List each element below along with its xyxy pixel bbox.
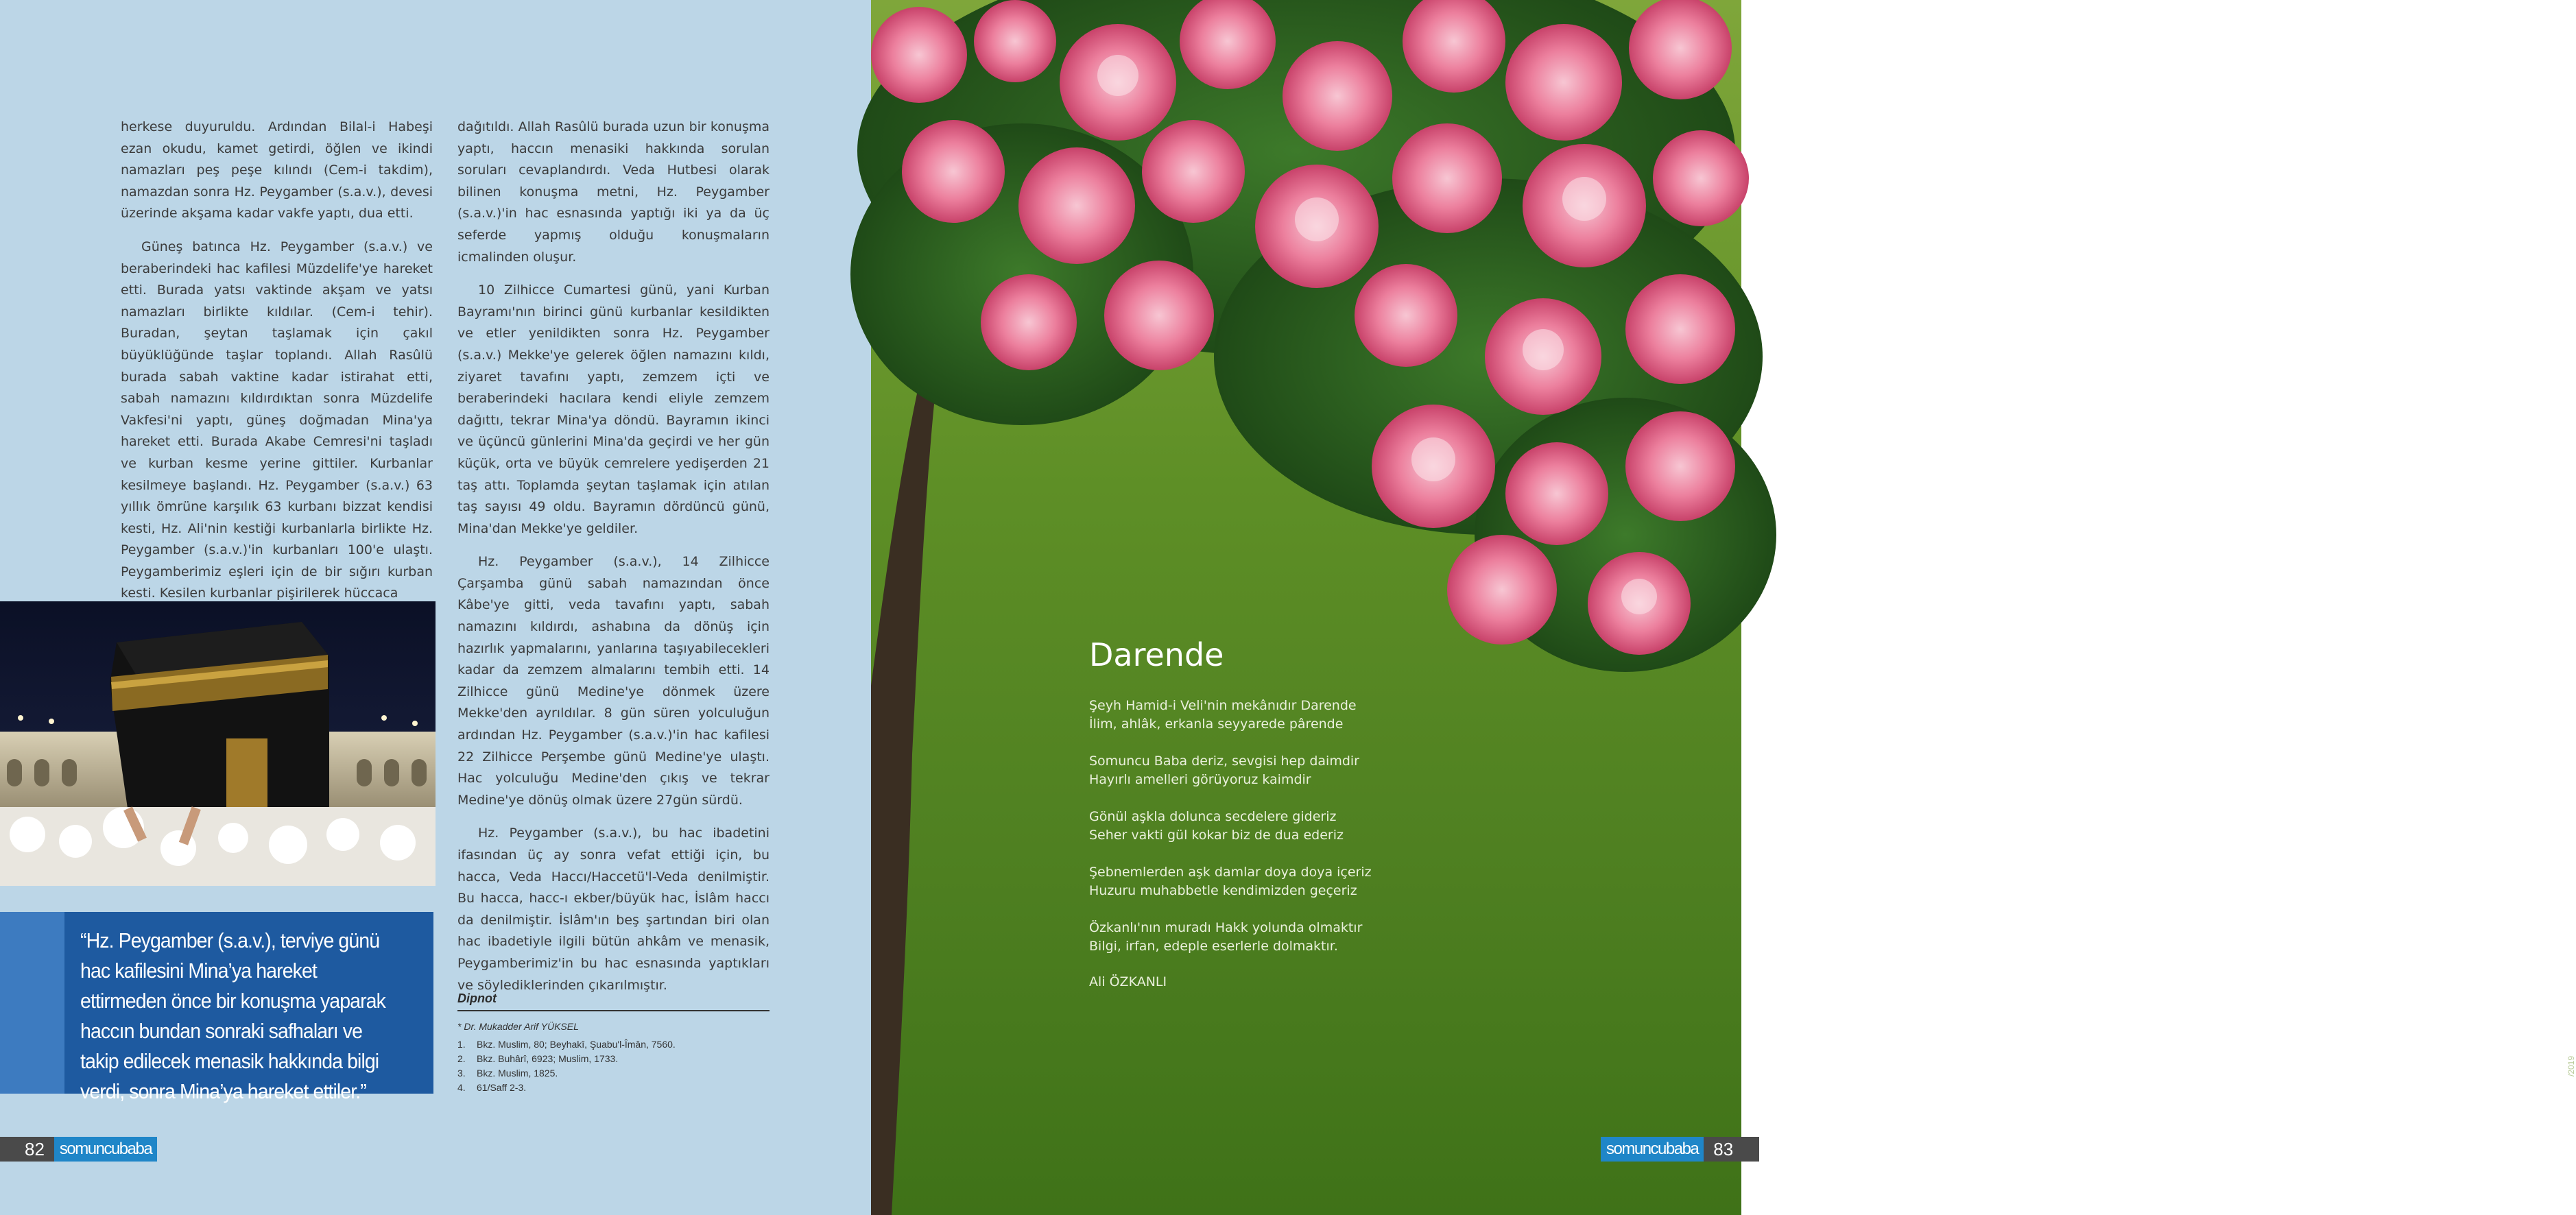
left-page bbox=[0, 0, 871, 1215]
rose-bush-photo bbox=[871, 0, 1741, 1215]
poem-line: Hayırlı amelleri görüyoruz kaimdir bbox=[1089, 772, 1311, 787]
poem-author: Ali ÖZKANLI bbox=[1089, 974, 1167, 989]
poem-stanza bbox=[1089, 919, 1446, 956]
pull-quote-text: “Hz. Peygamber (s.a.v.), terviye günü hac kafilesini Mina’ya hareket ettirmeden önce bir konuşma yaparak haccın bundan sonraki safhaları ve takip edilecek menasik hakkında bilgi verdi, sonra Mina’ya hareket ettiler.” bbox=[80, 928, 385, 1103]
poem-line: Şebnemlerden aşk damlar doya doya içeriz bbox=[1089, 865, 1372, 880]
paragraph: 10 Zilhicce Cumartesi günü, yani Kurban Bayramı'nın birinci günü kurbanlar kesildikten ve etler yenildikten sonra Hz. Peygamber (s.a.v.) Mekke'ye gelerek öğlen namazını kıldı, ziyaret tavafını yaptı, zemzem içti ve beraberindeki hacılara kendi eliyle zemzem dağıttı, tekrar Mina'ya döndü. Bayramın ikinci ve üçüncü günlerini Mina'da geçirdi ve her gün küçük, orta ve büyük cemrelere yedişerden 21 taş attı. Toplamda şeytan taşlamak için atılan taş sayısı 49 oldu. Bayramın dördüncü günü, Mina'dan Mekke'ye geldiler. bbox=[457, 282, 770, 536]
page-folio-right bbox=[1601, 1137, 1759, 1162]
poem-stanza bbox=[1089, 808, 1446, 845]
page-number: 83 bbox=[1704, 1137, 1759, 1162]
footnote: 2. Bkz. Buhârî, 6923; Muslim, 1733. bbox=[457, 1053, 619, 1064]
poem-line: Özkanlı'nın muradı Hakk yolunda olmaktır bbox=[1089, 920, 1363, 935]
page-folio-left bbox=[0, 1137, 157, 1162]
poem-line: Gönül aşkla dolunca secdelere gideriz bbox=[1089, 809, 1337, 824]
quote-accent-strip bbox=[0, 912, 64, 1094]
poem-line: İlim, ahlâk, erkanla seyyarede pârende bbox=[1089, 717, 1344, 732]
poem-line: Somuncu Baba deriz, sevgisi hep daimdir bbox=[1089, 754, 1359, 769]
paragraph: Hz. Peygamber (s.a.v.), bu hac ibadetini ifasından üç ay sonra vefat ettiği için, bu hacca, Veda Haccı/Haccetü'l-Veda denilmiştir. Bu hacca, hacc-ı ekber/büyük hac, İslâm haccı da denilmiştir. İslâm'ın beş şartından biri olan hac ibadetiyle ilgili bütün ahkâm ve menasik, Peygamberimiz'in bu hac esnasında yaptıkları ve söylediklerinden çıkarılmıştır. bbox=[457, 826, 770, 993]
poem-line: Bilgi, irfan, edeple eserlerle dolmaktır. bbox=[1089, 939, 1338, 954]
poem-line: Şeyh Hamid-i Veli'nin mekânıdır Darende bbox=[1089, 698, 1357, 713]
paragraph: herkese duyuruldu. Ardından Bilal-i Habeşi ezan okudu, kamet getirdi, öğlen ve ikindi namazları peş peşe kılındı (Cem-i takdim), namazdan sonra Hz. Peygamber (s.a.v.), devesi üzerinde akşama kadar vakfe yaptı, dua etti. bbox=[121, 119, 433, 221]
issue-label: /2019 bbox=[2566, 1055, 2576, 1076]
poem-stanza bbox=[1089, 697, 1446, 734]
paragraph: Güneş batınca Hz. Peygamber (s.a.v.) ve beraberindeki hac kafilesi Müzdelife'ye hareket etti. Burada yatsı vaktinde akşam ve yatsı namazları birlikte kıldılar. (Cem-i tehir). Buradan, şeytan taşlamak için çakıl büyüklüğünde taşlar toplandı. Allah Rasûlü burada sabah vaktine kadar istirahat etti, sabah namazını kıldırdıktan sonra Müzdelife Vakfesi'ni yaptı, güneş doğmadan Mina'ya hareket etti. Burada Akabe Cemresi'ni taşladı ve kurban kesme yerine gittiler. Kurbanlar kesilmeye başlandı. Hz. Peygamber (s.a.v.) 63 yıllık ömrüne karşılık 63 kurbanı bizzat kendisi kesti, Hz. Ali'nin kestiği kurbanlarla birlikte Hz. Peygamber (s.a.v.)'in kurbanları 100'e ulaştı. Peygamberimiz eşleri için de bir sığırı kurban kesti. Kesilen kurbanlar pişirilerek hüccaca bbox=[121, 239, 433, 601]
footnotes-section bbox=[457, 991, 770, 1095]
poem-line: Huzuru muhabbetle kendimizden geçeriz bbox=[1089, 883, 1357, 898]
page-number: 82 bbox=[0, 1137, 54, 1162]
poem-stanza bbox=[1089, 752, 1446, 789]
paragraph: Hz. Peygamber (s.a.v.), 14 Zilhicce Çarşamba günü sabah namazından önce Kâbe'ye gitti, veda tavafını yaptı, sabah namazını kıldırdı, ashabına da dönüş için hazırlık yapmalarını, yanlarına taşıyabilecekleri kadar da zemzem almalarını tembih etti. 14 Zilhicce günü Medine'ye dönmek üzere Mekke'den ayrıldılar. 8 gün süren yolculuğun ardından Hz. Peygamber (s.a.v.)'in hac kafilesi 22 Zilhicce Perşembe günü Medine'ye ulaştı. Hac yolculuğu Medine'den çıkış ve tekrar Medine'ye dönüş olmak üzere 27gün sürdü. bbox=[457, 554, 770, 808]
text-column-2 bbox=[457, 117, 770, 1008]
footnotes-title: Dipnot bbox=[457, 991, 770, 1011]
footnotes-author: * Dr. Mukadder Arif YÜKSEL bbox=[457, 1021, 579, 1032]
poem-title: Darende bbox=[1089, 636, 1224, 673]
footnote: 4. 61/Saff 2-3. bbox=[457, 1082, 527, 1093]
text-column-1 bbox=[121, 117, 433, 616]
poem-stanza bbox=[1089, 863, 1446, 900]
footnote: 1. Bkz. Muslim, 80; Beyhakî, Şuabu'l-Îmân, 7560. bbox=[457, 1039, 676, 1050]
kaaba-photo bbox=[0, 601, 436, 886]
footnote: 3. Bkz. Muslim, 1825. bbox=[457, 1068, 558, 1079]
brand-logo: somuncubaba bbox=[54, 1137, 157, 1162]
paragraph: dağıtıldı. Allah Rasûlü burada uzun bir konuşma yaptı, haccın menasiki hakkında sorulan soruları cevaplandırdı. Veda Hutbesi olarak bilinen konuşma metni, Hz. Peygamber (s.a.v.)'in hac esnasında yaptığı iki ya da üç seferde yapmış olduğu konuşmaların icmalinden oluşur. bbox=[457, 119, 770, 265]
right-page bbox=[871, 0, 2576, 1215]
brand-logo: somuncubaba bbox=[1601, 1137, 1704, 1162]
poem-line: Seher vakti gül kokar biz de dua ederiz bbox=[1089, 828, 1344, 843]
pull-quote-box bbox=[0, 912, 433, 1103]
poem bbox=[1089, 636, 1446, 989]
